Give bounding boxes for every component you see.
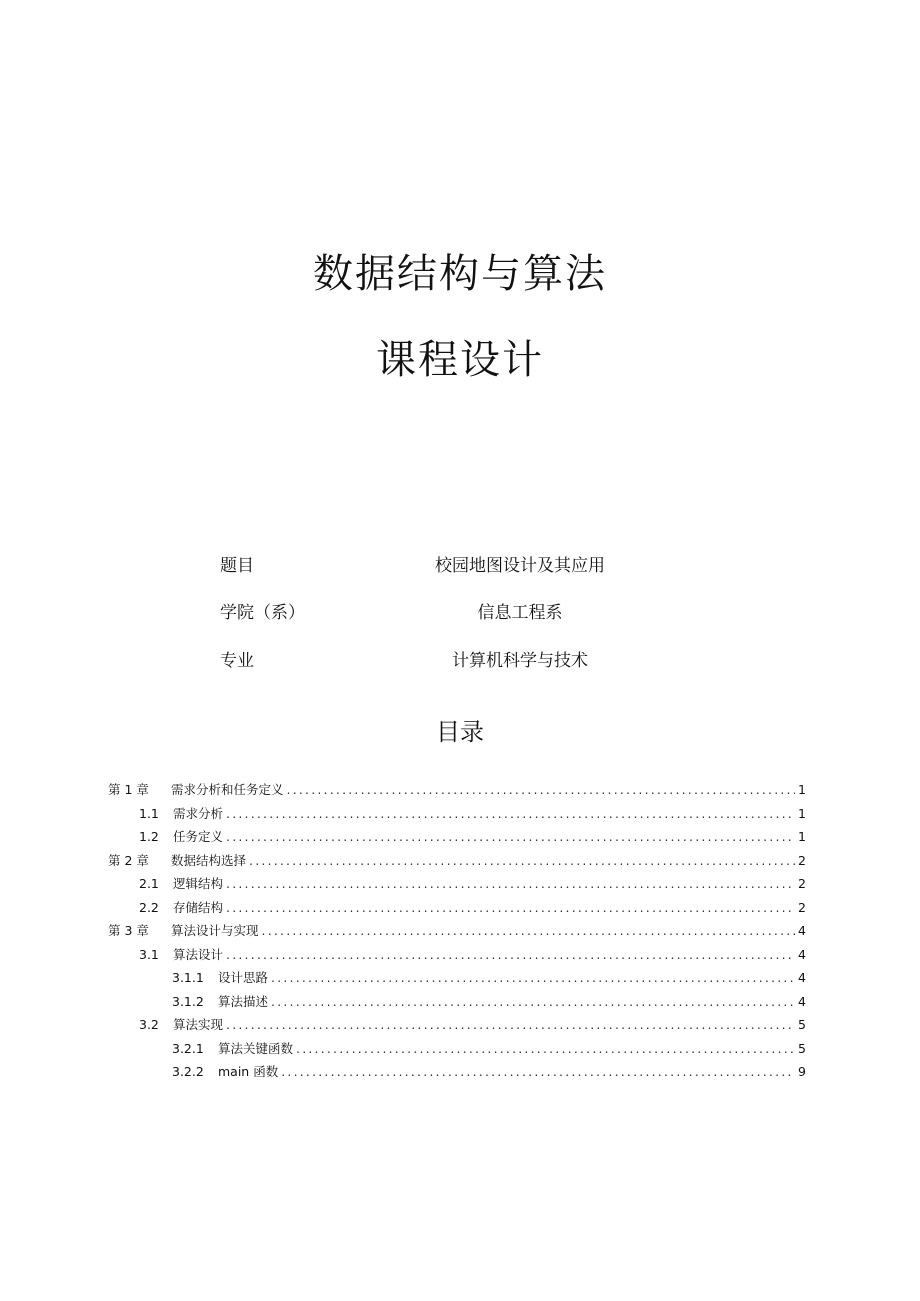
toc-entry-number: 1.1 [139, 805, 159, 821]
document-subtitle: 课程设计 [376, 337, 544, 383]
toc-entry-title: 设计思路 [218, 970, 269, 985]
toc-leader-dots [226, 900, 795, 915]
toc-leader-dots [226, 1017, 795, 1032]
toc-entry-title: 数据结构选择 [171, 852, 247, 868]
toc-entry-number: 第 1 章 [108, 782, 149, 797]
toc-entry-page: 4 [798, 923, 806, 938]
toc-entry-page: 2 [798, 852, 806, 868]
info-label: 专业 [220, 651, 254, 671]
toc-entry-number: 2.2 [139, 899, 159, 915]
toc-entry-title: main 函数 [218, 1064, 279, 1079]
info-row-major [0, 646, 920, 670]
toc-entry-title: 算法关键函数 [218, 1040, 294, 1056]
document-title: 数据结构与算法 [313, 251, 607, 297]
toc-entry-page: 9 [798, 1064, 806, 1079]
toc-entry-page: 4 [798, 993, 806, 1009]
toc-entry-page: 5 [798, 1017, 806, 1032]
toc-entry[interactable] [108, 898, 806, 922]
toc-entry-number: 3.1.1 [172, 970, 204, 985]
toc-entry-page: 5 [798, 1040, 806, 1056]
toc-entry[interactable] [108, 945, 806, 969]
table-of-contents [108, 780, 806, 1086]
toc-entry-title: 需求分析和任务定义 [171, 782, 284, 797]
toc-entry-title: 算法设计 [173, 946, 224, 962]
info-value: 校园地图设计及其应用 [435, 556, 605, 576]
toc-leader-dots [271, 970, 795, 985]
toc-leader-dots [281, 1064, 795, 1079]
toc-entry-number: 3.2.1 [172, 1040, 204, 1056]
toc-entry-title: 算法设计与实现 [171, 923, 259, 938]
toc-entry-page: 1 [798, 805, 806, 821]
toc-entry[interactable] [108, 968, 806, 992]
toc-entry-title: 逻辑结构 [173, 876, 224, 891]
toc-entry-number: 3.1.2 [172, 993, 204, 1009]
toc-entry-page: 4 [798, 946, 806, 962]
toc-entry-page: 2 [798, 899, 806, 915]
toc-entry[interactable] [108, 780, 806, 804]
toc-leader-dots [226, 829, 795, 844]
info-row-topic [0, 551, 920, 575]
toc-leader-dots [287, 782, 796, 797]
toc-leader-dots [249, 853, 795, 868]
info-label: 学院（系） [220, 603, 305, 623]
toc-entry-number: 第 3 章 [108, 923, 149, 938]
toc-entry-number: 3.2 [139, 1017, 159, 1032]
toc-entry-page: 4 [798, 970, 806, 985]
toc-entry-page: 1 [798, 829, 806, 844]
toc-heading: 目录 [436, 718, 484, 746]
toc-entry-title: 算法描述 [218, 993, 269, 1009]
toc-entry[interactable] [108, 1062, 806, 1086]
info-value: 计算机科学与技术 [452, 651, 588, 671]
info-value: 信息工程系 [477, 603, 563, 623]
toc-entry-title: 算法实现 [173, 1017, 224, 1032]
toc-entry[interactable] [108, 827, 806, 851]
toc-leader-dots [271, 994, 795, 1009]
toc-leader-dots [226, 876, 795, 891]
toc-entry-title: 需求分析 [173, 805, 224, 821]
toc-entry[interactable] [108, 804, 806, 828]
toc-entry[interactable] [108, 1015, 806, 1039]
toc-leader-dots [262, 923, 796, 938]
toc-leader-dots [226, 806, 795, 821]
toc-leader-dots [226, 947, 795, 962]
toc-entry-number: 2.1 [139, 876, 159, 891]
toc-entry-page: 1 [798, 782, 806, 797]
toc-entry-page: 2 [798, 876, 806, 891]
info-label: 题目 [220, 556, 254, 576]
info-row-college [0, 598, 920, 622]
toc-entry-number: 第 2 章 [108, 852, 149, 868]
toc-leader-dots [296, 1041, 795, 1056]
toc-entry-number: 3.1 [139, 946, 159, 962]
toc-entry[interactable] [108, 874, 806, 898]
toc-entry-title: 任务定义 [173, 829, 224, 844]
toc-entry[interactable] [108, 851, 806, 875]
toc-entry-number: 3.2.2 [172, 1064, 204, 1079]
toc-entry[interactable] [108, 921, 806, 945]
toc-entry-number: 1.2 [139, 829, 159, 844]
toc-entry-title: 存储结构 [173, 899, 224, 915]
toc-entry[interactable] [108, 1039, 806, 1063]
toc-entry[interactable] [108, 992, 806, 1016]
